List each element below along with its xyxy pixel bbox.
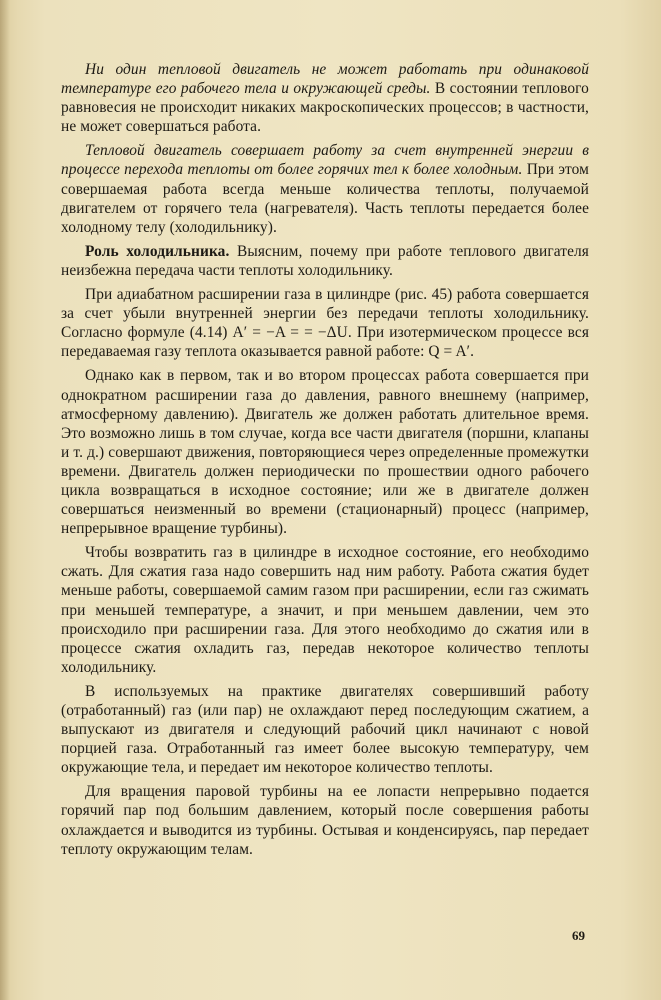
italic-statement: Ни один тепловой двигатель не может работать при одинаковой температуре его рабочего тела и окружающей среды. — [61, 61, 589, 98]
paragraph-7: В используемых на практике двигателях совершивший работу (отработанный) газ (или пар) не охлаждают перед последующим сжатием, а выпускают из двигателя и следующий рабочий цикл начинают с новой порцией газа. Отработанный газ имеет более высокую температуру, чем окружающие тела, и передает им некоторое количество теплоты. — [61, 682, 589, 777]
paragraph-5: Однако как в первом, так и во втором процессах работа совершается при однократном расширении газа до давления, равного внешнему (например, атмосферному давлению). Двигатель же должен работать длительное время. Это возможно лишь в том случае, когда все части двигателя (поршни, клапаны и т. д.) совершают движения, повторяющиеся через определенные промежутки времени. Двигатель должен периодически по прошествии одного рабочего цикла возвращаться в исходное состояние; или же в двигателе должен совершаться неизменный во времени (стационарный) процесс (например, непрерывное вращение турбины). — [61, 367, 589, 538]
paragraph-6: Чтобы возвратить газ в цилиндре в исходное состояние, его необходимо сжать. Для сжатия газа надо совершить над ним работу. Работа сжатия будет меньше работы, совершаемой самим газом при расширении, если газ сжимать при меньшей температуре, а значит, и при меньшем давлении, чем это происходило при расширении газа. Для этого необходимо до сжатия или в процессе сжатия охладить газ, передав некоторое количество теплоты холодильнику. — [61, 544, 589, 676]
italic-statement: Тепловой двигатель совершает работу за счет внутренней энергии в процессе перехода теплоты от более горячих тел к более холодным. — [61, 142, 589, 179]
paragraph-3 — [61, 242, 589, 280]
paragraph-2 — [61, 141, 589, 236]
paragraph-1 — [61, 60, 589, 136]
paragraph-4: При адиабатном расширении газа в цилиндре (рис. 45) работа совершается за счет убыли внутренней энергии без передачи теплоты холодильнику. Согласно формуле (4.14) A′ = −A = = −ΔU. При изотермическом процессе вся передаваемая газу теплота оказывается равной работе: Q = A′. — [61, 286, 589, 361]
paragraph-8: Для вращения паровой турбины на ее лопасти непрерывно подается горячий пар под большим давлением, который после совершения работы охлаждается и выводится из турбины. Остывая и конденсируясь, пар передает теплоту окружающим телам. — [61, 783, 589, 858]
page-body — [61, 60, 589, 864]
page-number: 69 — [572, 928, 585, 943]
paragraph-text: Выясним, почему при работе теплового двигателя неизбежна передача части теплоты холодильнику. — [61, 242, 589, 279]
paragraph-text: В состоянии теплового равновесия не происходит никаких макроскопических процессов; в частности, не может совершаться работа. — [61, 80, 589, 136]
paragraph-text: При этом совершаемая работа всегда меньше количества теплоты, получаемой двигателем от горячего тела (нагревателя). Часть теплоты передается более холодному телу (холодильнику). — [61, 161, 589, 236]
section-heading: Роль холодильника. — [85, 242, 230, 260]
